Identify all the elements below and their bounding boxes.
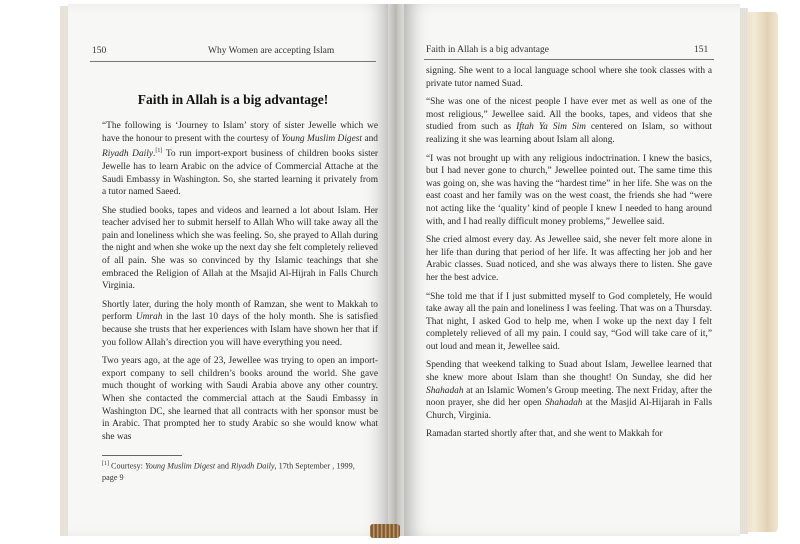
left-page xyxy=(68,4,390,536)
text-run: , 17th September , 1999, page 9 xyxy=(102,461,355,482)
paragraph xyxy=(426,153,712,229)
text-run: signing. She went to a local language school where she took classes with a private tutor named Suad. xyxy=(426,66,712,89)
italic-text: Riyadh Daily xyxy=(231,461,275,471)
left-running-header: Why Women are accepting Islam xyxy=(208,46,335,56)
paragraph xyxy=(426,65,712,90)
chapter-title: Faith in Allah is a big advantage! xyxy=(137,92,329,107)
footnote-marker: [1] xyxy=(155,148,163,155)
italic-text: Shahadah xyxy=(426,385,464,396)
text-run: “I was not brought up with any religious indoctrination. I knew the basics, but I had never gone to church,” Jewellee pointed out. The same time this was going on, she was having the “hardest time” in her life. She was on the east coast and her family was on the west coast, the friends she had “were not acting like the ‘quality’ kind of people I knew I needed to hang around with, and I had really difficult money problems,” Jewellee said. xyxy=(426,153,712,227)
right-page-body xyxy=(426,65,712,447)
italic-text: Riyadh Daily xyxy=(102,149,154,160)
italic-text: Shahadah xyxy=(544,398,583,409)
footnote-marker: [1] xyxy=(102,461,109,467)
right-header-rule xyxy=(424,59,714,60)
text-run: Shortly later, during the holy month of Ramzan, she went to Makkah to perform xyxy=(102,299,378,323)
text-run: “She told me that if I just submitted myself to God completely, He would take away all the pain and loneliness I was feeling. That was on a Thursday. That night, I asked God to help me, when I woke up the next day I felt completely relieved of all my pain. I could say, “God will take care of it,” out loud and mean it, Jewellee said. xyxy=(426,291,712,352)
italic-text: Umrah xyxy=(135,312,163,323)
paragraph xyxy=(102,120,378,199)
footnote xyxy=(102,459,362,483)
text-run: Courtesy: xyxy=(109,461,145,471)
text-run: and xyxy=(362,133,378,144)
footnote-rule xyxy=(102,455,182,456)
paragraph xyxy=(102,299,378,349)
text-run: . xyxy=(153,149,156,160)
text-run: Two years ago, at the age of 23, Jewellee was trying to open an import-export company to sell children’s books around the world. She gave much thought of working with Saudi Arabia above any other country. When she contacted the commercial attach at the Saudi Embassy in Washington DC, she learned that all contracts with her sponsor must be in Arabic. That prompted her to study Arabic so she would know what she was xyxy=(102,356,378,442)
text-run: in the last 10 days of the holy month. She is satisfied because she trusts that her experiences with Islam have shown her that if you follow Allah’s direction you will have everything you need. xyxy=(102,312,378,348)
italic-text: Young Muslim Digest xyxy=(281,133,363,144)
paragraph xyxy=(102,355,378,443)
italic-text: Iftah Ya Sim Sim xyxy=(516,122,586,133)
text-run: She cried almost every day. As Jewellee said, she never felt more alone in her life than during that period of her life. It was affecting her job and her Arabic classes. Suad noticed, and she was always there to listen. She gave her the best advice. xyxy=(426,235,712,283)
text-run: at the Masjid Al-Hijarah in Falls Church, Virginia. xyxy=(426,398,712,421)
paragraph xyxy=(426,428,712,441)
text-run: “The following is ‘Journey to Islam’ story of sister Jewelle which we have the honour to present with the courtesy of xyxy=(102,121,378,144)
paragraph xyxy=(426,234,712,284)
text-run: “She was one of the nicest people I have ever met as well as one of the most religious,” Jewellee said. All the books, tapes, and videos that she studied from such as xyxy=(426,97,712,133)
text-run: centered on Islam, so without realizing it she was learning about Islam all along. xyxy=(426,122,713,145)
text-run: at an Islamic Women’s Group meeting. The next Friday, after the noon prayer, she did her open xyxy=(426,385,712,409)
left-header-rule xyxy=(90,61,376,62)
page-stack-left xyxy=(60,6,68,536)
paragraph xyxy=(426,359,712,422)
paragraph xyxy=(426,291,712,354)
right-page xyxy=(404,4,740,536)
text-run: She studied books, tapes and videos and learned a lot about Islam. Her teacher advised her to submit herself to Allah Who will take away all the pain and loneliness which she was feeling. So, she prayed to Allah during the night and when she woke up the next day she felt completely relieved of all pain. She was so convinced by thy Islamic teachings that she embraced the Religion of Allah at the Msajid Al-Hijrah in Falls Church Virginia. xyxy=(102,205,378,292)
spine-headband xyxy=(370,524,400,538)
text-run: To run import-export business of children books sister Jewelle has to learn Arabic on the advice of Commercial Attache at the Saudi Embassy in Washington. So, she started learning it privately from a tutor named Saeed. xyxy=(102,149,378,198)
right-page-number: 151 xyxy=(694,45,709,55)
italic-text: Young Muslim Digest xyxy=(144,461,216,471)
text-run: and xyxy=(215,461,232,471)
right-running-header: Faith in Allah is a big advantage xyxy=(426,45,549,55)
paragraph xyxy=(102,205,378,293)
paragraph xyxy=(426,96,712,146)
left-page-number: 150 xyxy=(92,46,107,56)
left-page-body xyxy=(102,120,378,449)
text-run: Ramadan started shortly after that, and she went to Makkah for xyxy=(426,429,663,440)
text-run: Spending that weekend talking to Suad about Islam, Jewellee learned that she knew more about Islam than she thought! On Sunday, she did her xyxy=(426,360,712,384)
